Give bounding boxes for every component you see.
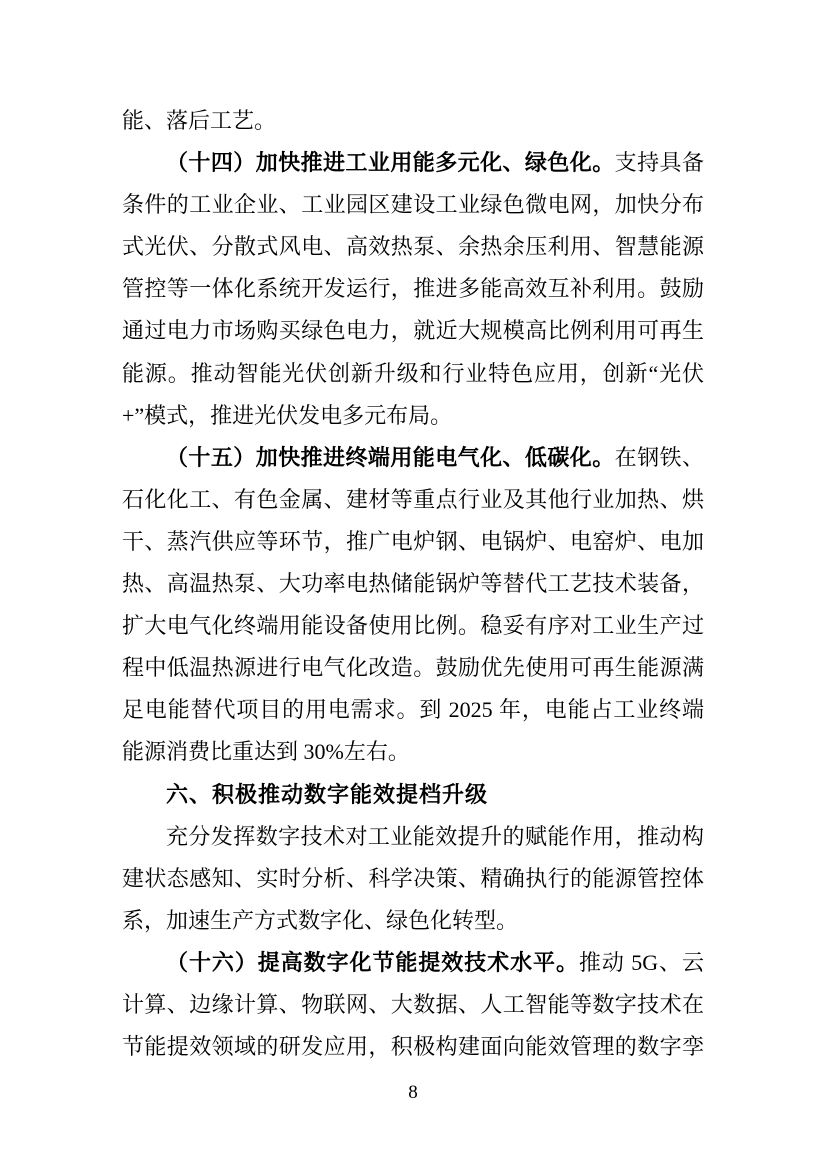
text-line xyxy=(122,774,704,816)
text-line xyxy=(122,184,704,226)
text-line xyxy=(122,395,704,437)
body-text: 扩大电气化终端用能设备使用比例。稳妥有序对工业生产过 xyxy=(122,613,704,639)
body-text: +”模式，推进光伏发电多元布局。 xyxy=(122,402,453,428)
heading-text: 六、积极推动数字能效提档升级 xyxy=(166,781,489,807)
body-text: 式光伏、分散式风电、高效热泵、余热余压利用、智慧能源 xyxy=(122,234,704,260)
text-line xyxy=(122,100,704,142)
body-text: 节能提效领域的研发应用，积极构建面向能效管理的数字孪 xyxy=(122,1034,704,1060)
body-text: 在钢铁、 xyxy=(614,444,704,470)
text-line xyxy=(122,647,704,689)
text-line xyxy=(122,942,704,984)
text-line xyxy=(122,437,704,479)
text-line xyxy=(122,984,704,1026)
body-text: 能源。推动智能光伏创新升级和行业特色应用，创新“光伏 xyxy=(122,360,704,386)
body-text: 支持具备 xyxy=(614,150,704,176)
body-text: 计算、边缘计算、物联网、大数据、人工智能等数字技术在 xyxy=(122,991,704,1017)
body-text: 推动 5G、云 xyxy=(578,949,704,975)
text-line xyxy=(122,1026,704,1068)
text-line xyxy=(122,731,704,773)
text-line xyxy=(122,226,704,268)
body-text: 建状态感知、实时分析、科学决策、精确执行的能源管控体 xyxy=(122,865,704,891)
body-text: 程中低温热源进行电气化改造。鼓励优先使用可再生能源满 xyxy=(122,655,704,681)
text-line xyxy=(122,563,704,605)
heading-text: （十四）加快推进工业用能多元化、绿色化。 xyxy=(166,150,615,176)
text-line xyxy=(122,689,704,731)
text-line xyxy=(122,816,704,858)
body-text: 管控等一体化系统开发运行，推进多能高效互补利用。鼓励 xyxy=(122,276,704,302)
page-number: 8 xyxy=(408,1082,418,1103)
body-text: 足电能替代项目的用电需求。到 2025 年，电能占工业终端 xyxy=(122,697,704,723)
body-text: 条件的工业企业、工业园区建设工业绿色微电网，加快分布 xyxy=(122,192,704,218)
body-text: 干、蒸汽供应等环节，推广电炉钢、电锅炉、电窑炉、电加 xyxy=(122,528,704,554)
text-line xyxy=(122,142,704,184)
body-text: 通过电力市场购买绿色电力，就近大规模高比例利用可再生 xyxy=(122,318,704,344)
text-line xyxy=(122,521,704,563)
body-text: 石化化工、有色金属、建材等重点行业及其他行业加热、烘 xyxy=(122,486,704,512)
heading-text: （十六）提高数字化节能提效技术水平。 xyxy=(166,949,579,975)
body-text: 能、落后工艺。 xyxy=(122,108,277,133)
body-text: 热、高温热泵、大功率电热储能锅炉等替代工艺技术装备， xyxy=(122,571,704,597)
text-line xyxy=(122,353,704,395)
body-text: 能源消费比重达到 30%左右。 xyxy=(122,739,410,765)
body-text: 系，加速生产方式数字化、绿色化转型。 xyxy=(122,907,519,933)
text-line xyxy=(122,479,704,521)
document-body xyxy=(122,100,704,1068)
text-line xyxy=(122,858,704,900)
text-line xyxy=(122,605,704,647)
heading-text: （十五）加快推进终端用能电气化、低碳化。 xyxy=(166,444,615,470)
text-line xyxy=(122,310,704,352)
text-line xyxy=(122,900,704,942)
body-text: 充分发挥数字技术对工业能效提升的赋能作用，推动构 xyxy=(166,823,704,849)
text-line xyxy=(122,268,704,310)
